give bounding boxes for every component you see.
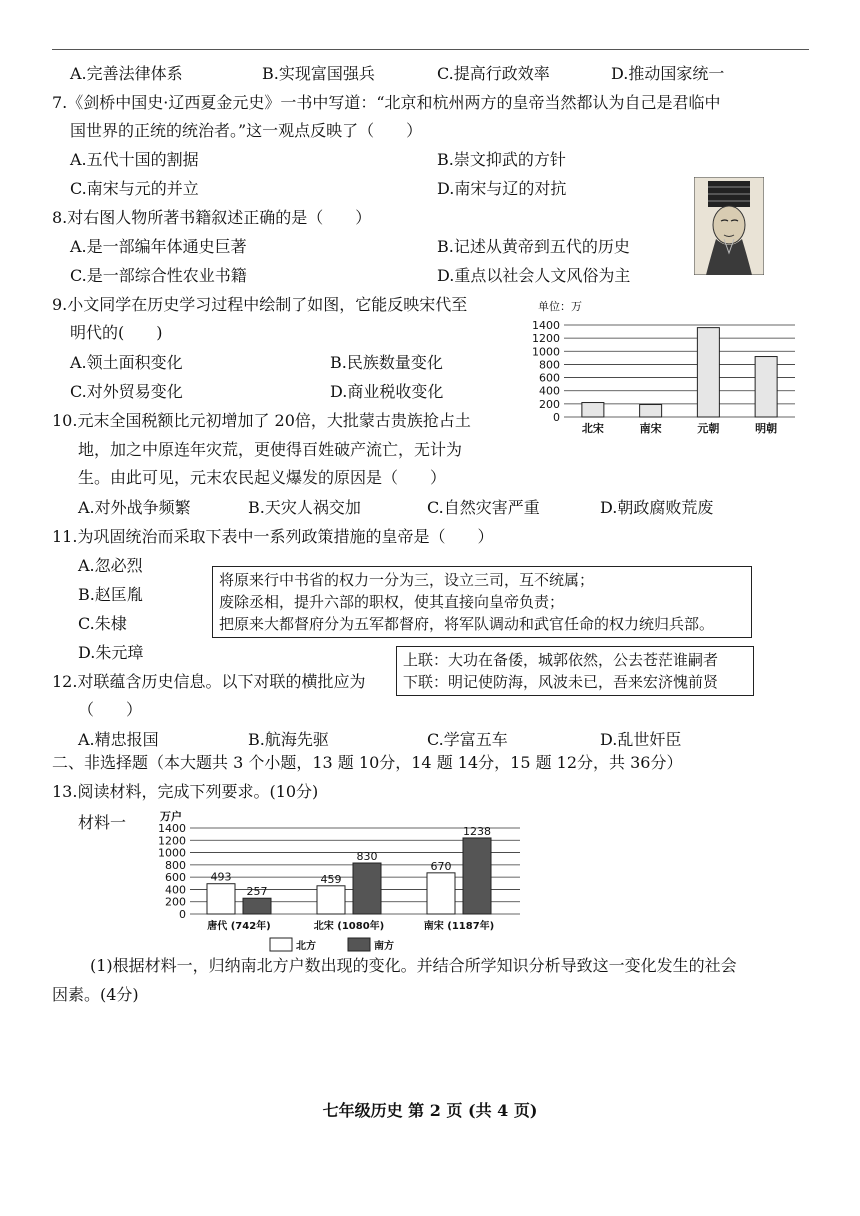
chart2-bar [353, 863, 381, 914]
q6-option-a: A.完善法律体系 [70, 64, 183, 83]
chart2-data-label: 830 [356, 850, 378, 864]
chart2-y-tick: 1400 [158, 822, 186, 835]
chart2-category-label: 南宋 (1187年) [423, 921, 495, 932]
chart2-legend-label: 北方 [296, 941, 316, 952]
chart1-category-label: 元朝 [697, 422, 720, 435]
q12-stem-line1: 12.对联蕴含历史信息。以下对联的横批应为 [52, 672, 366, 691]
chart2-unit-label: 万户 [160, 810, 182, 823]
q8-stem: 8.对右图人物所著书籍叙述正确的是（ ） [52, 208, 372, 227]
chart1-category-label: 南宋 [639, 422, 662, 435]
chart1-y-tick: 1000 [532, 345, 560, 359]
material-one-label: 材料一 [78, 813, 127, 832]
tax-bar-chart [520, 293, 800, 443]
q8-option-b: B.记述从黄帝到五代的历史 [437, 237, 630, 256]
q11-option-b: B.赵匡胤 [78, 585, 143, 604]
chart2-y-tick: 1000 [158, 846, 186, 860]
chart1-y-tick: 600 [539, 371, 560, 385]
chart2-category-label: 北宋 (1080年) [313, 921, 385, 932]
q12-couplet-lower: 下联：明记使防海，风波未已，吾来宏济愧前贤 [403, 673, 719, 691]
chart1-y-tick: 0 [553, 411, 560, 424]
chart1-bar [582, 403, 604, 417]
q10-option-c: C.自然灾害严重 [427, 498, 540, 517]
q13-part1-line1: (1)根据材料一，归纳南北方户数出现的变化。并结合所学知识分析导致这一变化发生的社会 [90, 956, 737, 975]
q11-policy-line2: 废除丞相，提升六部的职权，使其直接向皇帝负责； [219, 593, 565, 611]
chart2-data-label: 257 [246, 885, 268, 899]
q11-stem: 11.为巩固统治而采取下表中一系列政策措施的皇帝是（ ） [52, 527, 494, 546]
q12-option-c: C.学富五车 [427, 730, 508, 749]
q11-option-d: D.朱元璋 [78, 643, 144, 662]
chart1-category-label: 北宋 [581, 422, 604, 435]
historical-figure-portrait [694, 177, 764, 275]
chart2-data-label: 1238 [463, 824, 491, 838]
chart2-bar [427, 873, 455, 914]
q12-option-b: B.航海先驱 [248, 730, 329, 749]
q12-stem-line2: （ ） [78, 700, 143, 719]
households-bar-chart [146, 808, 526, 958]
q7-option-a: A.五代十国的割据 [70, 150, 199, 169]
q11-option-c: C.朱棣 [78, 614, 127, 633]
chart2-data-label: 459 [320, 872, 342, 886]
q12-couplet-upper: 上联：大功在备倭，城郭依然，公去苍茫谁嗣者 [403, 651, 719, 669]
chart1-unit-label: 单位：万 [538, 300, 582, 313]
chart2-legend-swatch [270, 938, 292, 951]
chart2-legend-label: 南方 [374, 941, 394, 952]
q8-option-a: A.是一部编年体通史巨著 [70, 237, 247, 256]
q9-stem-line1: 9.小文同学在历史学习过程中绘制了如图，它能反映宋代至 [52, 295, 468, 314]
chart2-y-tick: 800 [165, 858, 186, 872]
chart1-category-label: 明朝 [755, 422, 778, 435]
q13-part1-line2: 因素。(4分) [52, 985, 139, 1004]
q12-couplet-box [396, 646, 754, 696]
q10-stem-line3: 生。由此可见，元末农民起义爆发的原因是（ ） [78, 468, 447, 487]
q6-option-d: D.推动国家统一 [611, 64, 725, 83]
chart1-bar [640, 405, 662, 417]
q11-option-a: A.忽必烈 [78, 556, 143, 575]
q11-policy-box [212, 566, 752, 638]
chart2-data-label: 670 [430, 859, 452, 873]
chart1-y-tick: 800 [539, 358, 560, 372]
q9-option-a: A.领土面积变化 [70, 353, 183, 372]
section2-heading: 二、非选择题（本大题共 3 个小题，13 题 10分，14 题 14分，15 题 12分，共 36分） [52, 753, 683, 772]
chart2-y-tick: 1200 [158, 834, 186, 848]
q6-option-b: B.实现富国强兵 [262, 64, 375, 83]
chart2-bar [317, 886, 345, 914]
q10-option-a: A.对外战争频繁 [78, 498, 191, 517]
q9-stem-line2: 明代的( ) [70, 323, 163, 342]
q10-option-b: B.天灾人祸交加 [248, 498, 361, 517]
chart1-bar [755, 357, 777, 417]
q9-option-d: D.商业税收变化 [330, 382, 444, 401]
q8-option-c: C.是一部综合性农业书籍 [70, 266, 247, 285]
chart2-y-tick: 400 [165, 883, 186, 897]
chart2-legend-swatch [348, 938, 370, 951]
chart2-data-label: 493 [210, 870, 232, 884]
top-rule [52, 49, 809, 50]
chart1-y-tick: 1400 [532, 319, 560, 332]
q10-stem-line2: 地，加之中原连年灾荒，更使得百姓破产流亡，无计为 [78, 440, 463, 459]
page-footer: 七年级历史 第 2 页 (共 4 页) [322, 1101, 538, 1120]
chart2-bar [243, 898, 271, 914]
q10-option-d: D.朝政腐败荒废 [600, 498, 714, 517]
chart1-y-tick: 400 [539, 384, 560, 398]
chart2-y-tick: 200 [165, 895, 186, 909]
q7-option-c: C.南宋与元的并立 [70, 179, 199, 198]
q12-option-d: D.乱世奸臣 [600, 730, 682, 749]
chart2-y-tick: 0 [179, 908, 186, 921]
chart2-bar [207, 884, 235, 914]
q7-option-d: D.南宋与辽的对抗 [437, 179, 567, 198]
chart2-y-tick: 600 [165, 871, 186, 885]
q7-option-b: B.崇文抑武的方针 [437, 150, 566, 169]
q9-option-b: B.民族数量变化 [330, 353, 443, 372]
q9-option-c: C.对外贸易变化 [70, 382, 183, 401]
q7-stem-line1: 7.《剑桥中国史·辽西夏金元史》一书中写道：“北京和杭州两方的皇帝当然都认为自己是君临中 [52, 93, 721, 112]
chart1-y-tick: 200 [539, 397, 560, 411]
q11-policy-line1: 将原来行中书省的权力一分为三，设立三司，互不统属； [219, 571, 595, 589]
chart2-bar [463, 838, 491, 914]
q11-policy-line3: 把原来大都督府分为五军都督府，将军队调动和武官任命的权力统归兵部。 [219, 615, 715, 633]
q8-option-d: D.重点以社会人文风俗为主 [437, 266, 631, 285]
q10-stem-line1: 10.元末全国税额比元初增加了 20倍，大批蒙古贵族抢占土 [52, 411, 471, 430]
q6-option-c: C.提高行政效率 [437, 64, 550, 83]
chart1-y-tick: 1200 [532, 332, 560, 346]
chart2-category-label: 唐代 (742年) [207, 921, 271, 932]
q7-stem-line2: 国世界的正统的统治者。”这一观点反映了（ ） [70, 121, 423, 140]
chart1-bar [697, 328, 719, 417]
q12-option-a: A.精忠报国 [78, 730, 159, 749]
q13-stem: 13.阅读材料，完成下列要求。(10分) [52, 782, 319, 801]
